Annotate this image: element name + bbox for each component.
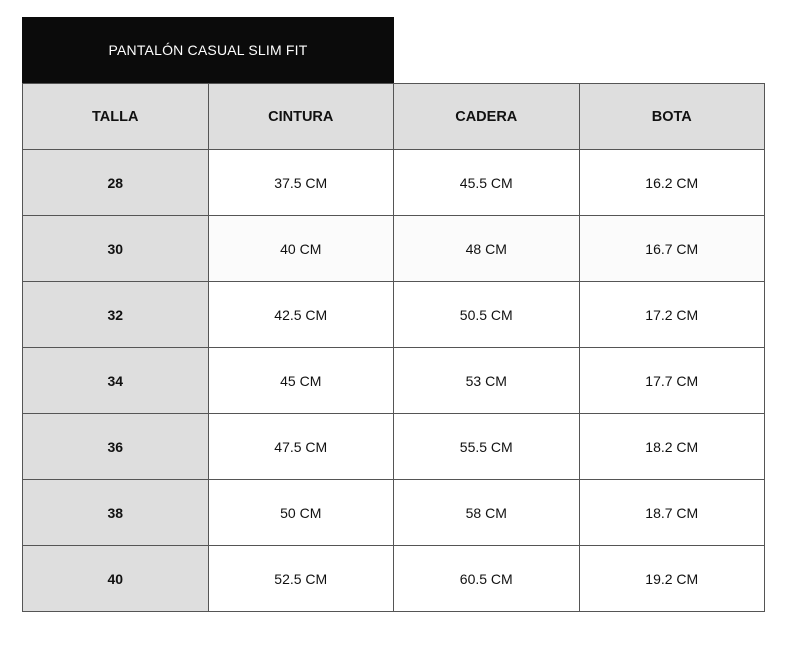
column-header-talla: TALLA xyxy=(23,84,209,150)
hem-cell: 16.2 CM xyxy=(579,150,765,216)
table-row xyxy=(23,348,765,414)
table-row xyxy=(23,216,765,282)
waist-cell: 52.5 CM xyxy=(208,546,394,612)
size-cell: 32 xyxy=(23,282,209,348)
table-row xyxy=(23,414,765,480)
size-cell: 38 xyxy=(23,480,209,546)
hip-cell: 60.5 CM xyxy=(394,546,580,612)
table-row xyxy=(23,282,765,348)
size-cell: 28 xyxy=(23,150,209,216)
hem-cell: 17.2 CM xyxy=(579,282,765,348)
hip-cell: 55.5 CM xyxy=(394,414,580,480)
waist-cell: 47.5 CM xyxy=(208,414,394,480)
column-header-bota: BOTA xyxy=(579,84,765,150)
size-chart-title: PANTALÓN CASUAL SLIM FIT xyxy=(22,17,394,83)
size-cell: 30 xyxy=(23,216,209,282)
waist-cell: 50 CM xyxy=(208,480,394,546)
column-header-cintura: CINTURA xyxy=(208,84,394,150)
table-header-row xyxy=(23,84,765,150)
hem-cell: 18.2 CM xyxy=(579,414,765,480)
hem-cell: 17.7 CM xyxy=(579,348,765,414)
hip-cell: 45.5 CM xyxy=(394,150,580,216)
size-chart-table xyxy=(22,83,765,612)
table-row xyxy=(23,150,765,216)
hem-cell: 19.2 CM xyxy=(579,546,765,612)
waist-cell: 37.5 CM xyxy=(208,150,394,216)
hem-cell: 18.7 CM xyxy=(579,480,765,546)
size-cell: 40 xyxy=(23,546,209,612)
table-row xyxy=(23,546,765,612)
hem-cell: 16.7 CM xyxy=(579,216,765,282)
table-row xyxy=(23,480,765,546)
waist-cell: 45 CM xyxy=(208,348,394,414)
waist-cell: 40 CM xyxy=(208,216,394,282)
hip-cell: 48 CM xyxy=(394,216,580,282)
hip-cell: 50.5 CM xyxy=(394,282,580,348)
size-cell: 34 xyxy=(23,348,209,414)
column-header-cadera: CADERA xyxy=(394,84,580,150)
size-cell: 36 xyxy=(23,414,209,480)
hip-cell: 53 CM xyxy=(394,348,580,414)
hip-cell: 58 CM xyxy=(394,480,580,546)
waist-cell: 42.5 CM xyxy=(208,282,394,348)
